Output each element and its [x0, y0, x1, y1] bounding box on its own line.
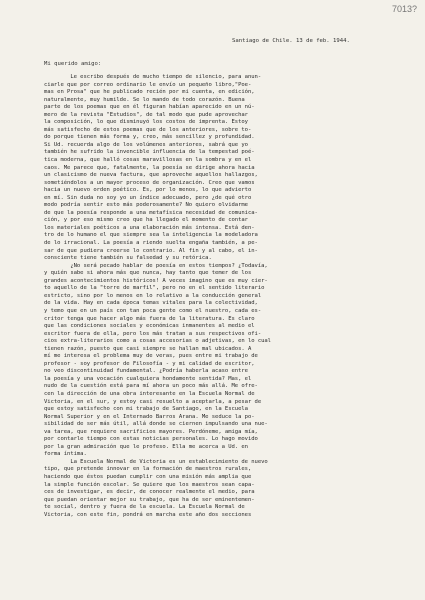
archive-number: 7013? — [391, 4, 417, 14]
letter-body — [44, 74, 416, 519]
letter-paragraph-1: Le escribo después de mucho tiempo de silencio, para anun- ciarle que por correo ordinario le envío un pequeño libro,"Poe- mas en Prosa" que he publicado recién por mi cuenta, en edición, naturalmente, muy humilde. Se lo mando de todo corazón. Buena parte de los poemas que en él figuran habían aparecido en un nú- mero de la revista "Estudios", de tal modo que pude aprovechar la composición, lo que disminuyó los costos de imprenta. Estoy más satisfecho de estos poemas que de los anteriores, sobre to- do porque tienen más forma y, creo, más sencillez y profundidad. Si Ud. recuerda algo de los volúmenes anteriores, sabrá que yo también he sufrido la invencible influencia de la tempestad poé- tica moderna, que halló cosas maravillosas en la sombra y en el caos. Me parece que, fatalmente, la poesía se dirige ahora hacia un clasicismo de nueva factura, que aproveche aquellos hallazgos, sometiéndolos a un mayor proceso de organización. Creo que vamos hacia un nuevo orden poético. Es, por lo menos, lo que advierto en mí. Sin duda no soy yo un índice adecuado, pero ¿de qué otro modo podría sentir esto más poderosamente? No quiero olvidarme de que la poesía responde a una metafísica necesidad de comunica- ción, y por eso mismo creo que ha llegado el momento de contar los materiales poéticos a una elaboración más intensa. Está den- tro de lo humano el que siempre sea la inteligencia la modeladora de lo irracional. La poesía a riendo suelta engaña también, a pe- sar de que pudiera creerse lo contrario. Al fin y al cabo, el in- consciente tiene también su falsedad y su retórica. — [44, 74, 262, 262]
letter-paragraph-2: ¿No será pecado hablar de poesía en estos tiempos? ¿Todavía, y quién sabe si ahora más que nunca, hay tanto que temer de los grandes acontecimientos históricos! A veces imagino que es muy cier- to aquello de la "torre de marfil", pero no en el sentido literario estricto, sino por lo menos en lo relativo a la conducción general de la vida. Hay en cada época temas vitales para la colectividad, y temo que en un país con tan poca gente como el nuestro, cada es- critor tenga que hacer algo más fuera de la literatura. Es claro que las condiciones sociales y económicas inmanentes al medio el escritor fuera de ella, pero los más tratan a sus respectivos ofi- cios extra-literarios como a cosas accesorias o adjetivas, en lo cual tienen razón, puesto que casi siempre se hallan mal ubicados. A mí me interesa el problema muy de veras, pues entre mi trabajo de profesor - soy profesor de Filosofía - y mi calidad de escritor, no veo discontinuidad fundamental. ¿Podría haberla acaso entre la poesía y una vocación cualquiera hondamente sentida? Mas, el nudo de la cuestión está para mí ahora un poco más allá. Me ofre- cen la dirección de una obra interesante en la Escuela Normal de Victoria, en el sur, y estoy casi resuelto a aceptarla, a pesar de que estoy satisfecho con mi trabajo de Santiago, en la Escuela Normal Superior y en el Internado Barros Arana. Me seduce la po- sibilidad de ser más útil, allá donde se ciernen impulsando una nue- va tarea, que requiere sacrificios mayores. Perdóneme, amiga mía, por contarle tiempo con estas noticias personales. Lo hago movido por la gran admiración que le profeso. Ella me acerca a Ud. en forma íntima. — [44, 262, 271, 458]
letter-greeting: Mi querido amigo: — [44, 61, 102, 67]
letter-date: Santiago de Chile. 13 de feb. 1944. — [232, 38, 350, 44]
letter-paragraph-3: La Escuela Normal de Victoria es un establecimiento de nuevo tipo, que pretende innovar en la formación de maestros rurales, haciendo que éstos puedan cumplir con una misión más amplia que la simple función escolar. Se quiere que los maestros sean capa- ces de investigar, es decir, de conocer realmente el medio, para que puedan orientar mejor su trabajo, que ha de ser eminentemen- te social, dentro y fuera de la escuela. La Escuela Normal de Victoria, con este fin, pondrá en marcha este año dos secciones — [44, 458, 268, 518]
